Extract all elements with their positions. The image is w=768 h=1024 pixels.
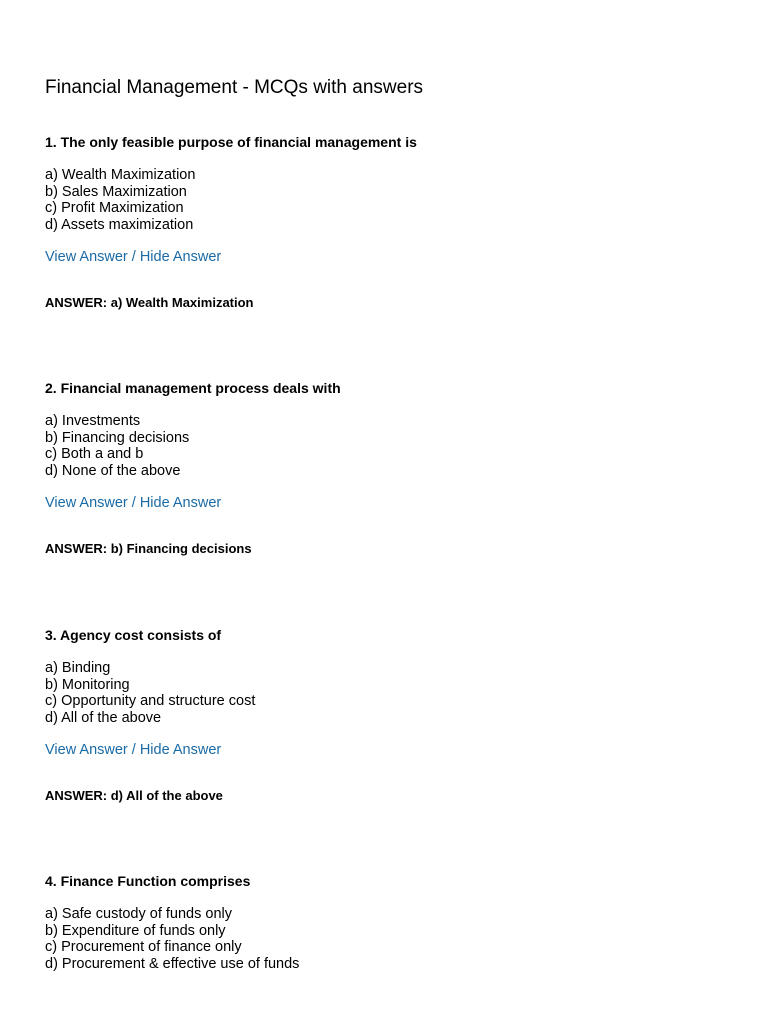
question-text: 2. Financial management process deals with [45,380,341,396]
question-block-3 [45,627,745,804]
option-b: b) Sales Maximization [45,183,187,200]
answer-text: ANSWER: d) All of the above [45,788,223,804]
question-block-1 [45,134,745,311]
question-block-2 [45,380,745,557]
page-title: Financial Management - MCQs with answers [45,77,424,98]
question-block-4 [45,873,745,972]
question-text: 3. Agency cost consists of [45,627,222,643]
option-d: d) Procurement & effective use of funds [45,955,300,972]
options-list [45,413,745,479]
options-list [45,167,745,233]
view-answer-link[interactable]: View Answer / Hide Answer [45,742,222,759]
option-d: d) Assets maximization [45,216,194,233]
options-list [45,906,745,972]
option-d: d) All of the above [45,709,162,726]
option-c: c) Opportunity and structure cost [45,693,256,710]
option-a: a) Investments [45,413,141,429]
question-text: 4. Finance Function comprises [45,873,251,889]
option-a: a) Binding [45,660,111,676]
view-answer-link[interactable]: View Answer / Hide Answer [45,495,222,512]
answer-text: ANSWER: a) Wealth Maximization [45,295,254,311]
option-c: c) Profit Maximization [45,200,184,217]
option-c: c) Procurement of finance only [45,939,242,956]
option-a: a) Safe custody of funds only [45,906,232,922]
option-c: c) Both a and b [45,446,144,463]
options-list [45,660,745,726]
option-d: d) None of the above [45,462,181,479]
option-b: b) Financing decisions [45,429,190,446]
option-b: b) Monitoring [45,676,130,693]
option-a: a) Wealth Maximization [45,167,196,183]
answer-text: ANSWER: b) Financing decisions [45,541,252,557]
question-text: 1. The only feasible purpose of financial management is [45,134,417,150]
view-answer-link[interactable]: View Answer / Hide Answer [45,249,222,266]
option-b: b) Expenditure of funds only [45,922,226,939]
